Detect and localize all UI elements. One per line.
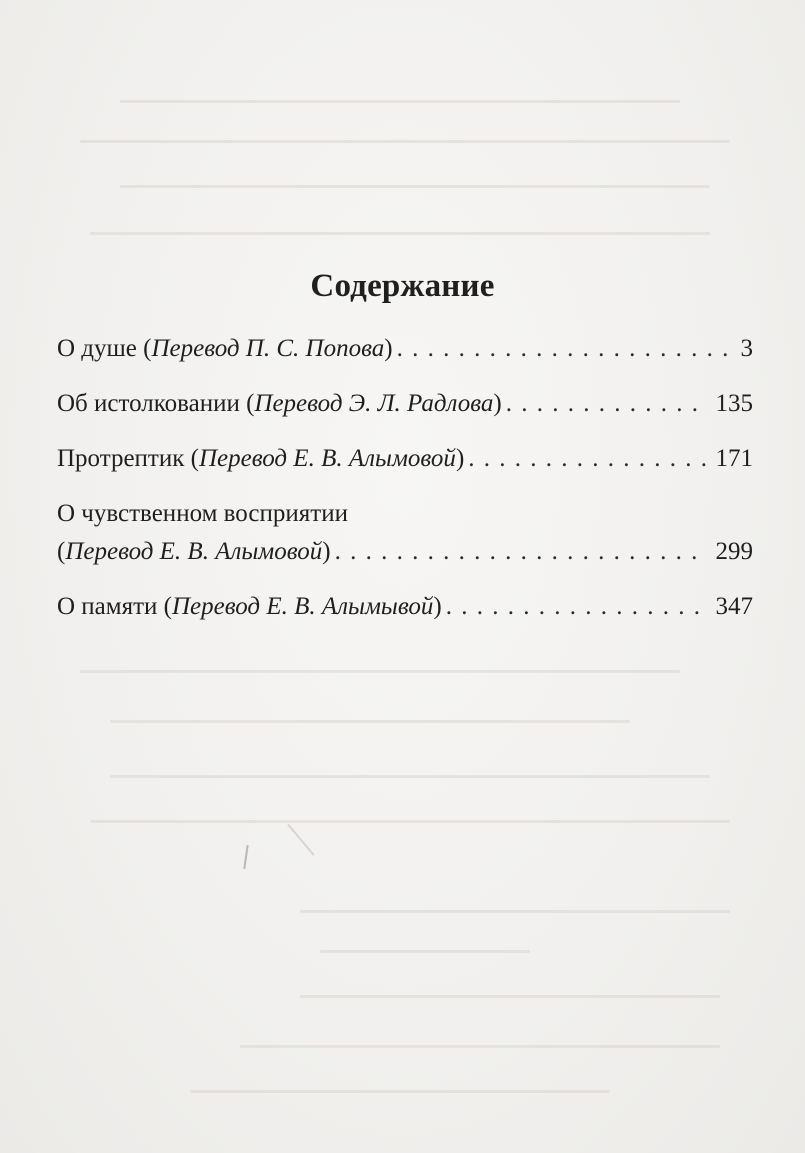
toc-translator: Перевод Е. В. Алымывой — [171, 593, 434, 620]
toc-paren-open: ( — [136, 335, 152, 362]
toc-page-number: 347 — [715, 593, 753, 620]
show-through-text — [300, 995, 720, 998]
leader-dots — [468, 440, 705, 478]
leader-dots — [335, 533, 706, 571]
toc-line — [57, 588, 753, 626]
toc-paren-close: ) — [433, 593, 442, 620]
toc-page-number: 299 — [715, 538, 753, 565]
toc-entry-o-dushe — [57, 330, 753, 368]
leader-dots — [506, 385, 706, 423]
show-through-text — [240, 1045, 720, 1048]
toc-title: Протрептик — [57, 445, 185, 472]
show-through-text — [300, 910, 730, 913]
toc-paren-close: ) — [455, 445, 465, 472]
paper-mark — [287, 824, 314, 856]
toc-paren-close: ) — [493, 390, 502, 417]
table-of-contents — [57, 330, 753, 643]
leader-dots — [446, 588, 706, 626]
toc-line — [57, 385, 753, 423]
paper-mark — [243, 845, 248, 869]
show-through-text — [110, 720, 630, 723]
toc-title: Об истолковании — [57, 390, 240, 417]
toc-page-number: 135 — [715, 390, 753, 417]
toc-line — [57, 330, 753, 368]
toc-translator: Перевод Э. Л. Радлова — [254, 390, 494, 417]
show-through-text — [190, 1090, 610, 1093]
toc-entry-ob-istolkovanii — [57, 385, 753, 423]
show-through-text — [120, 185, 710, 188]
toc-line — [57, 533, 753, 571]
show-through-text — [80, 670, 680, 673]
toc-paren-open: ( — [239, 390, 255, 417]
toc-translator: Перевод Е. В. Алымовой — [198, 445, 456, 472]
toc-title: О памяти — [57, 593, 158, 620]
toc-paren-close: ) — [322, 538, 331, 565]
page-title: Содержание — [310, 268, 495, 304]
toc-page-number: 3 — [740, 335, 753, 362]
toc-entry-o-pamyati — [57, 588, 753, 626]
show-through-text — [90, 232, 710, 235]
leader-dots — [397, 330, 731, 368]
show-through-text — [120, 100, 680, 103]
toc-entry-protreptik — [57, 440, 753, 478]
toc-line — [57, 440, 753, 478]
toc-paren-close: ) — [384, 335, 393, 362]
toc-title: О чувственном восприятии — [57, 500, 348, 527]
toc-page-number: 171 — [715, 445, 753, 472]
toc-translator: Перевод П. С. Попова — [151, 335, 385, 362]
toc-translator: Перевод Е. В. Алымовой — [65, 538, 323, 565]
show-through-text — [80, 140, 730, 143]
toc-paren-open: ( — [157, 593, 172, 620]
show-through-text — [110, 775, 710, 778]
toc-paren-open: ( — [184, 445, 199, 472]
toc-title: О душе — [57, 335, 137, 362]
toc-entry-o-chuvstvennom-vospriyatii — [57, 495, 753, 571]
show-through-text — [90, 820, 730, 823]
toc-paren-open: ( — [57, 538, 66, 565]
show-through-text — [320, 950, 530, 953]
